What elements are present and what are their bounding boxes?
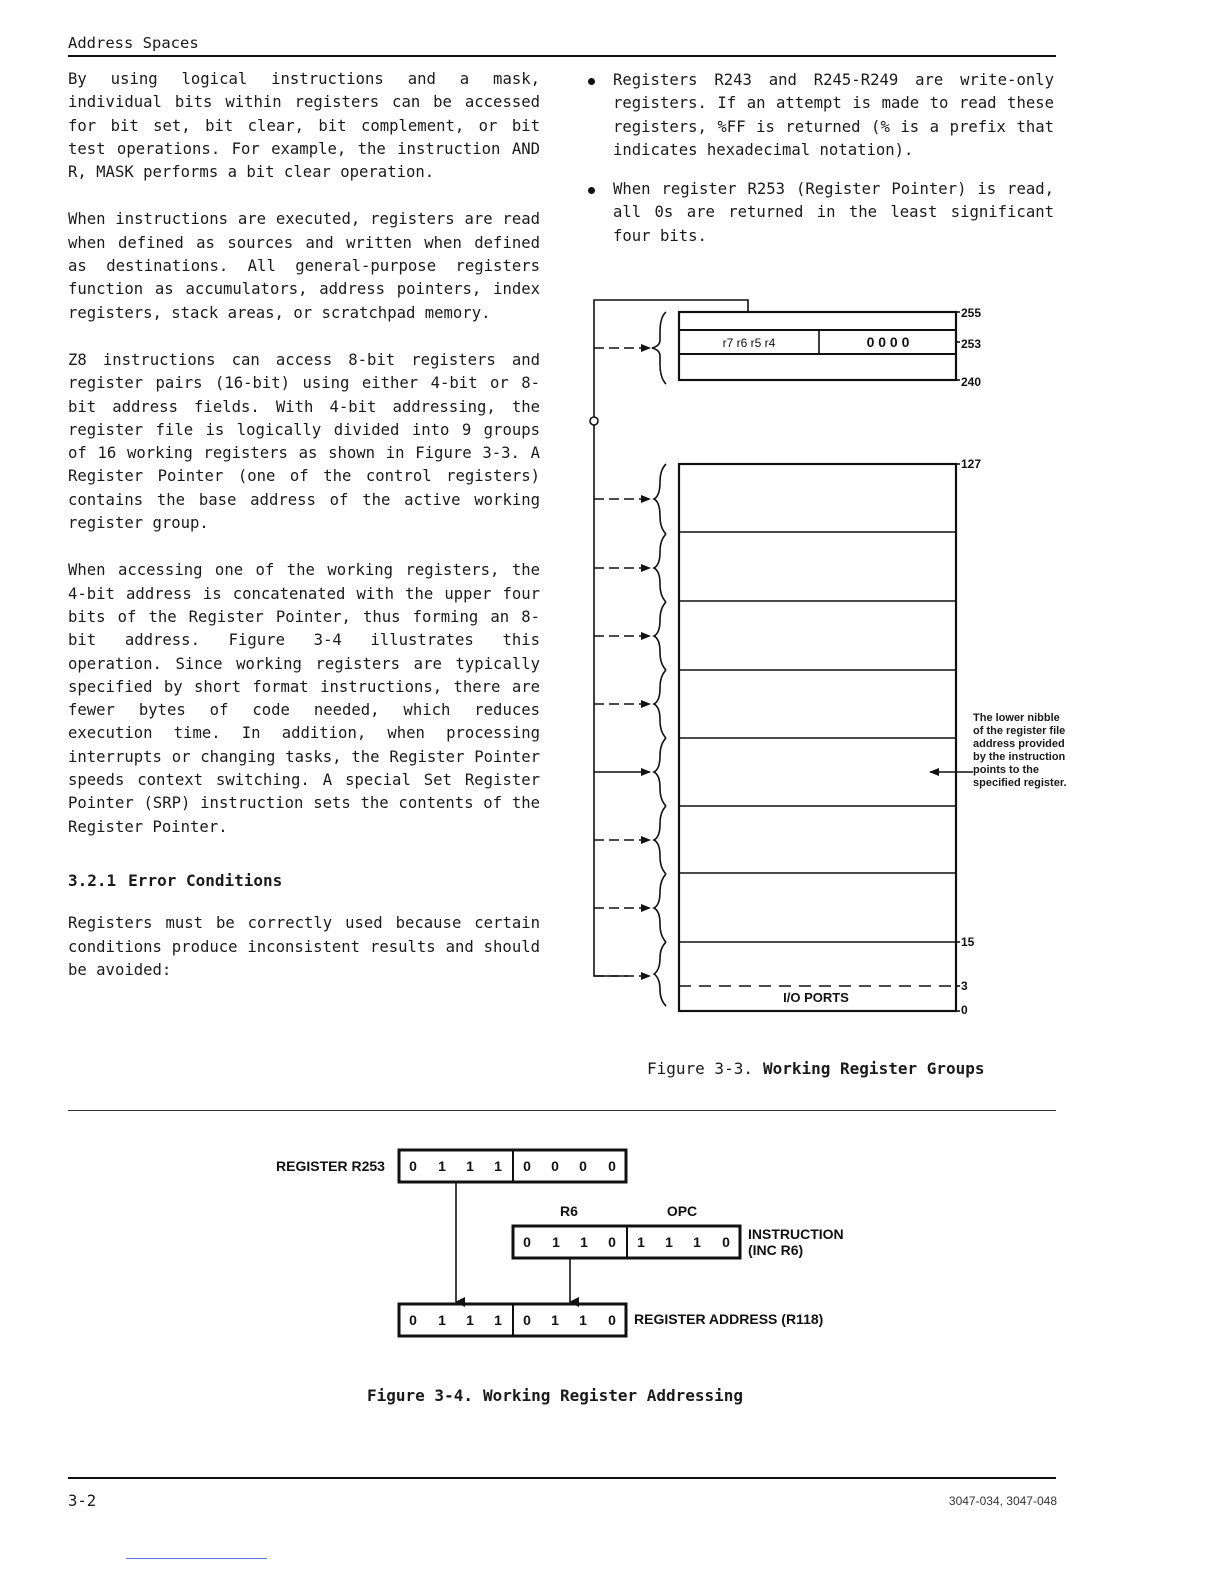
address-label-253: 253 <box>961 337 982 351</box>
link-underline <box>126 1558 267 1559</box>
address-bit: 1 <box>438 1312 446 1328</box>
register-address-label: REGISTER ADDRESS (R118) <box>634 1311 824 1327</box>
instruction-label: INSTRUCTION <box>748 1226 844 1242</box>
address-label-255: 255 <box>961 306 982 320</box>
r253-bit: 0 <box>409 1158 417 1174</box>
section-title: Error Conditions <box>128 870 283 890</box>
address-bit: 1 <box>494 1312 502 1328</box>
r253-bit: 1 <box>494 1158 502 1174</box>
header-rule <box>68 55 1056 57</box>
footer-rule <box>68 1477 1056 1479</box>
instruction-bit: 1 <box>552 1234 560 1250</box>
field-label-opc: OPC <box>666 1203 698 1219</box>
address-label-127: 127 <box>961 457 982 471</box>
r253-bit: 0 <box>579 1158 587 1174</box>
r253-bit: 0 <box>523 1158 531 1174</box>
register-nibble-annotation: The lower nibble of the register file address provided by the instruction points to the specified register. <box>973 712 1067 789</box>
section-heading <box>68 869 540 892</box>
address-label-0: 0 <box>961 1003 968 1017</box>
instruction-bit: 1 <box>580 1234 588 1250</box>
pointer-register-block <box>679 312 956 380</box>
instruction-sublabel: (INC R6) <box>748 1242 804 1258</box>
figure-working-register-groups <box>588 292 1068 1032</box>
field-label-r6: R6 <box>560 1203 578 1219</box>
register-r253-label: REGISTER R253 <box>276 1158 385 1174</box>
figure-codes: 3047-034, 3047-048 <box>948 1494 1057 1508</box>
figure-3-4-caption <box>367 1386 743 1405</box>
instruction-bit: 1 <box>665 1234 673 1250</box>
bullet-register-pointer-read <box>586 178 1054 248</box>
pointer-field-lower: 0 0 0 0 <box>866 334 910 350</box>
address-bit: 1 <box>466 1312 474 1328</box>
address-bit: 0 <box>409 1312 417 1328</box>
address-label-3: 3 <box>961 979 968 993</box>
caption-number: Figure 3-3. <box>647 1059 753 1078</box>
paragraph-error-conditions: Registers must be correctly used because certain conditions produce inconsistent results and should be avoided: <box>68 914 540 979</box>
r253-bit: 0 <box>608 1158 616 1174</box>
bullet-text: Registers R243 and R245-R249 are write-only registers. If an attempt is made to read these registers, %FF is returned (% is a prefix that indicates hexadecimal notation). <box>613 71 1054 159</box>
figure-working-register-addressing <box>260 1140 900 1350</box>
address-label-15: 15 <box>961 935 975 949</box>
r253-bit: 1 <box>466 1158 474 1174</box>
address-bit: 1 <box>579 1312 587 1328</box>
left-column <box>68 68 540 1006</box>
section-divider <box>68 1110 1056 1111</box>
paragraph-z8-addressing: Z8 instructions can access 8-bit registers and register pairs (16-bit) using either 4-bit or 8-bit address fields. With 4-bit addressing, the register file is logically divided into 9 groups of 16 working registers as shown in Figure 3-3. A Register Pointer (one of the control registers) contains the base address of the active working register group. <box>68 350 540 533</box>
address-bit: 0 <box>523 1312 531 1328</box>
paragraph-working-registers: When accessing one of the working registers, the 4-bit address is concatenated with the upper four bits of the Register Pointer, thus forming an 8-bit address. Figure 3-4 illustrates this operation. Since working registers are typically specified by short format instructions, there are fewer bytes of code needed, which reduces execution time. In addition, when processing interrupts or changing tasks, the Register Pointer speeds context switching. A special Set Register Pointer (SRP) instruction sets the contents of the Register Pointer. <box>68 561 540 836</box>
figure-3-3-caption <box>647 1059 985 1078</box>
io-ports-label: I/O PORTS <box>783 990 849 1005</box>
instruction-bit: 1 <box>637 1234 645 1250</box>
paragraph-sources-destinations: When instructions are executed, registers are read when defined as sources and written when defined as destinations. All general-purpose registers function as accumulators, address pointers, index registers, stack areas, or scratchpad memory. <box>68 210 540 322</box>
address-bit: 0 <box>608 1312 616 1328</box>
caption-title: Working Register Groups <box>762 1059 985 1078</box>
bullet-write-only <box>586 69 1054 162</box>
caption-title: Working Register Addressing <box>482 1386 744 1405</box>
running-header: Address Spaces <box>68 34 199 52</box>
address-label-240: 240 <box>961 375 982 389</box>
page-number: 3-2 <box>68 1492 97 1510</box>
instruction-bit: 0 <box>523 1234 531 1250</box>
bullet-dot-icon <box>588 78 595 85</box>
instruction-bit: 1 <box>693 1234 701 1250</box>
pointer-field-upper: r7 r6 r5 r4 <box>722 336 776 350</box>
r253-bit: 1 <box>438 1158 446 1174</box>
bullet-dot-icon <box>588 187 595 194</box>
instruction-bit: 0 <box>608 1234 616 1250</box>
instruction-bit: 0 <box>722 1234 730 1250</box>
address-bit: 1 <box>551 1312 559 1328</box>
section-number: 3.2.1 <box>68 870 117 890</box>
bullet-text: When register R253 (Register Pointer) is read, all 0s are returned in the least significant four bits. <box>613 180 1054 245</box>
r253-bit: 0 <box>551 1158 559 1174</box>
right-column <box>586 69 1054 264</box>
paragraph-bit-operations: By using logical instructions and a mask, individual bits within registers can be accessed for bit set, bit clear, bit complement, or bit test operations. For example, the instruction AND R, MASK performs a bit clear operation. <box>68 70 540 182</box>
caption-number: Figure 3-4. <box>367 1386 473 1405</box>
